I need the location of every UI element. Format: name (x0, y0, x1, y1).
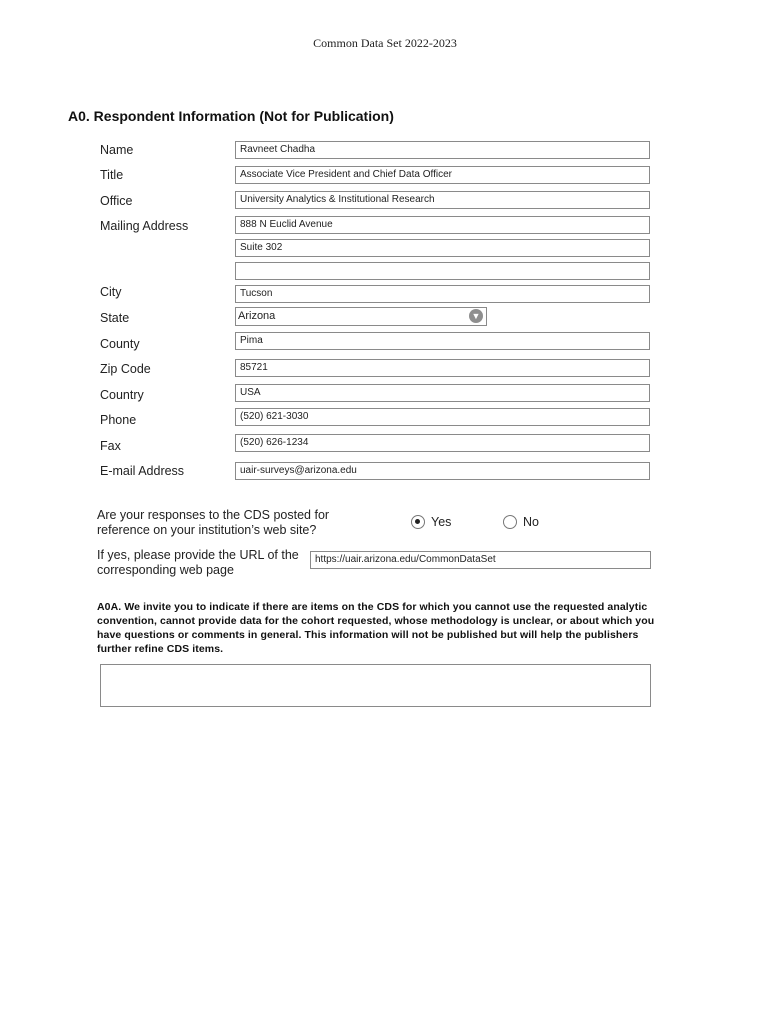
zip-code-label: Zip Code (100, 362, 151, 376)
country-field[interactable]: USA (235, 384, 650, 402)
yes-radio-label: Yes (431, 515, 452, 529)
a0a-instructions: A0A. We invite you to indicate if there are items on the CDS for which you cannot use the requested analytic convention, cannot provide data for the cohort requested, whose methodology is unclear, or about which you have questions or comments in general. This information will not be published but will help the publishers further refine CDS items. (97, 601, 655, 655)
city-label: City (100, 285, 122, 299)
chevron-down-icon: ▼ (469, 309, 483, 323)
county-field[interactable]: Pima (235, 332, 650, 350)
zip-code-field[interactable]: 85721 (235, 359, 650, 377)
fax-field[interactable]: (520) 626-1234 (235, 434, 650, 452)
name-label: Name (100, 143, 134, 157)
county-label: County (100, 337, 140, 351)
mailing-address-line1-field[interactable]: 888 N Euclid Avenue (235, 216, 650, 234)
no-radio-label: No (523, 515, 539, 529)
state-select-value: Arizona (238, 310, 276, 322)
a0a-comment-field[interactable] (100, 664, 651, 707)
url-question-line2: corresponding web page (97, 563, 234, 577)
url-field[interactable]: https://uair.arizona.edu/CommonDataSet (310, 551, 651, 569)
city-field[interactable]: Tucson (235, 285, 650, 303)
country-label: Country (100, 388, 144, 402)
name-field[interactable]: Ravneet Chadha (235, 141, 650, 159)
title-field[interactable]: Associate Vice President and Chief Data Officer (235, 166, 650, 184)
url-question-line1: If yes, please provide the URL of the (97, 548, 299, 562)
office-field[interactable]: University Analytics & Institutional Research (235, 191, 650, 209)
no-radio[interactable] (503, 515, 517, 529)
url-question (97, 548, 299, 578)
state-label: State (100, 311, 130, 325)
state-select[interactable] (235, 307, 487, 326)
mailing-address-line2-field[interactable]: Suite 302 (235, 239, 650, 257)
page-header: Common Data Set 2022-2023 (313, 36, 457, 50)
email-field[interactable]: uair-surveys@arizona.edu (235, 462, 650, 480)
mailing-address-line3-field[interactable] (235, 262, 650, 280)
phone-label: Phone (100, 413, 137, 427)
title-label: Title (100, 168, 124, 182)
fax-label: Fax (100, 439, 121, 453)
posted-question-line1: Are your responses to the CDS posted for (97, 508, 330, 522)
email-label: E-mail Address (100, 464, 185, 478)
section-title: A0. Respondent Information (Not for Publication) (68, 108, 394, 124)
posted-question (97, 508, 329, 538)
posted-question-line2: reference on your institution’s web site? (97, 523, 317, 537)
office-label: Office (100, 194, 133, 208)
mailing-address-label: Mailing Address (100, 219, 189, 233)
yes-radio[interactable] (411, 515, 425, 529)
phone-field[interactable]: (520) 621-3030 (235, 408, 650, 426)
